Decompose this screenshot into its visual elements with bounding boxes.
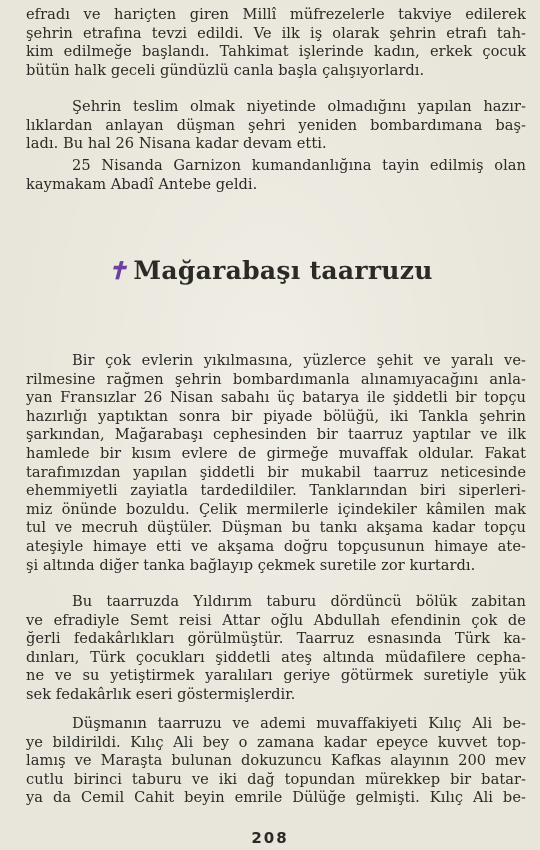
text-line: kim edilmeğe başlandı. Tahkimat işlerinde kadın, erkek çocuk bbox=[26, 43, 526, 61]
cross-mark-icon: ✝ bbox=[107, 256, 128, 285]
text-line: rilmesine rağmen şehrin bombardımanla alınamıyacağını anla- bbox=[26, 370, 526, 388]
intro-paragraph-1 bbox=[26, 6, 526, 80]
text-line: 25 Nisanda Garnizon kumandanlığına tayin edilmiş olan bbox=[72, 157, 526, 174]
text-line: ehemmiyetli zayiatla tardedildiler. Tanklarından biri siperleri- bbox=[26, 482, 526, 500]
text-line: ve efradiyle Semt reisi Attar oğlu Abdullah efendinin çok de bbox=[26, 611, 526, 629]
section-paragraph-1 bbox=[26, 352, 526, 575]
text-line: şarkından, Mağarabaşı cephesinden bir taarruz yaptılar ve ilk bbox=[26, 426, 526, 444]
section-paragraph-3 bbox=[26, 715, 526, 808]
text-line: miz önünde bozuldu. Çelik mermilerle içindekiler kâmilen mak bbox=[26, 500, 526, 518]
text-line: sek fedakârlık eseri göstermişlerdir. bbox=[26, 685, 296, 703]
text-line: tarafımızdan yapılan şiddetli bir mukabil taarruz neticesinde bbox=[26, 463, 526, 481]
text-line: Bu taarruzda Yıldırım taburu dördüncü bölük zabitan bbox=[72, 593, 526, 610]
text-line: efradı ve hariçten giren Millî müfrezelerle takviye edilerek bbox=[26, 6, 526, 23]
text-line: Bir çok evlerin yıkılmasına, yüzlerce şehit ve yaralı ve- bbox=[72, 352, 526, 369]
text-line: ye bildirildi. Kılıç Ali bey o zamana kadar epeyce kuvvet top- bbox=[26, 733, 526, 751]
text-line: şi altında diğer tanka bağlayıp çekmek suretile zor kurtardı. bbox=[26, 556, 476, 574]
text-line: ya da Cemil Cahit beyin emrile Dülüğe gelmişti. Kılıç Ali be- bbox=[26, 789, 526, 807]
text-line: lamış ve Maraşta bulunan dokuzuncu Kafkas alayının 200 mev bbox=[26, 752, 526, 770]
text-line: lıklardan anlayan düşman şehri yeniden bombardımana baş- bbox=[26, 116, 526, 134]
text-line: bütün halk geceli gündüzlü canla başla çalışıyorlardı. bbox=[26, 61, 425, 79]
text-line: cutlu birinci taburu ve iki dağ topundan mürekkep bir batar- bbox=[26, 770, 526, 788]
section-paragraph-2 bbox=[26, 593, 526, 705]
text-line: Düşmanın taarruzu ve ademi muvaffakiyeti Kılıç Ali be- bbox=[72, 715, 526, 732]
text-line: Şehrin teslim olmak niyetinde olmadığını yapılan hazır- bbox=[72, 98, 526, 115]
text-line: ne ve su yetiştirmek yaralıları geriye götürmek suretiyle yük bbox=[26, 667, 526, 685]
text-line: ladı. Bu hal 26 Nisana kadar devam etti. bbox=[26, 135, 327, 153]
text-line: kaymakam Abadî Antebe geldi. bbox=[26, 175, 258, 193]
page-number: 208 bbox=[251, 829, 289, 847]
section-title: Mağarabaşı taarruzu bbox=[133, 256, 433, 285]
text-line: ateşiyle himaye etti ve akşama doğru topçusunun himaye ate- bbox=[26, 537, 526, 555]
intro-paragraph-3 bbox=[26, 157, 526, 194]
section-heading bbox=[0, 256, 540, 285]
intro-paragraph-2 bbox=[26, 98, 526, 154]
text-line: ğerli fedakârlıkları görülmüştür. Taarruz esnasında Türk ka- bbox=[26, 630, 526, 648]
text-line: hazırlığı yaptıktan sonra bir piyade bölüğü, iki Tankla şehrin bbox=[26, 407, 526, 425]
text-line: şehrin etrafına tevzi edildi. Ve ilk iş olarak şehrin etrafı tah- bbox=[26, 24, 526, 42]
text-line: tul ve mecruh düştüler. Düşman bu tankı akşama kadar topçu bbox=[26, 519, 526, 537]
text-line: yan Fransızlar 26 Nisan sabahı üç batarya ile şiddetli bir topçu bbox=[26, 389, 526, 407]
text-line: dınları, Türk çocukları şiddetli ateş altında müdafilere cepha- bbox=[26, 648, 526, 666]
text-line: hamlede bir kısım evlere de girmeğe muvaffak oldular. Fakat bbox=[26, 444, 526, 462]
